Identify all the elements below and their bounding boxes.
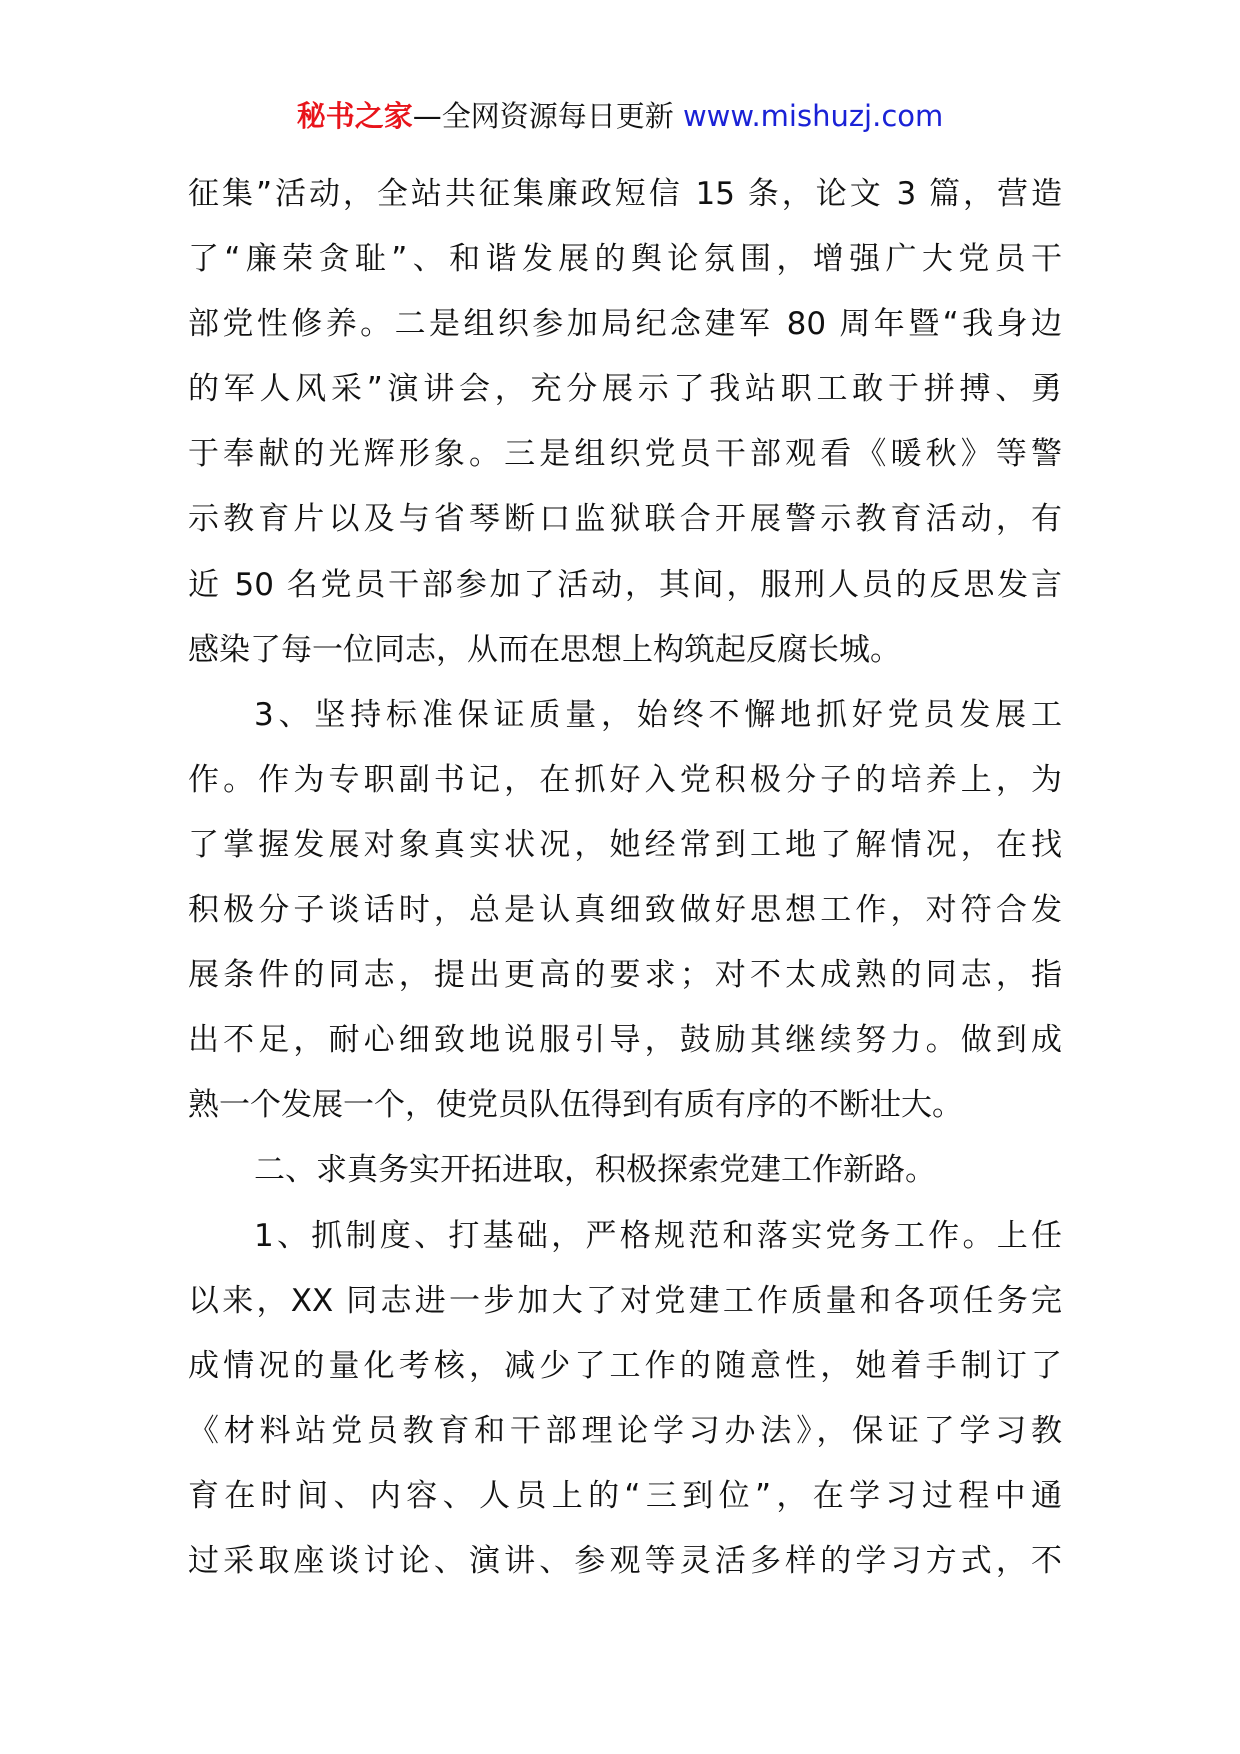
text-line: 育在时间、内容、人员上的“三到位”，在学习过程中通	[188, 1477, 1062, 1514]
document-body	[188, 162, 1062, 1594]
site-slogan: —全网资源每日更新	[412, 99, 683, 133]
text-line: 熟一个发展一个，使党员队伍得到有质有序的不断壮大。	[188, 1087, 963, 1124]
text-line: 征集”活动，全站共征集廉政短信 15 条，论文 3 篇，营造	[188, 176, 1062, 212]
text-line: 近 50 名党员干部参加了活动，其间，服刑人员的反思发言	[188, 566, 1062, 603]
text-line: 展条件的同志，提出更高的要求；对不太成熟的同志，指	[188, 957, 1062, 994]
text-line: 作。作为专职副书记，在抓好入党积极分子的培养上，为	[188, 761, 1062, 798]
text-line: 3、坚持标准保证质量，始终不懈地抓好党员发展工	[254, 696, 1062, 733]
text-line: 《材料站党员教育和干部理论学习办法》，保证了学习教	[188, 1412, 1062, 1449]
text-line: 出不足，耐心细致地说服引导，鼓励其继续努力。做到成	[188, 1022, 1062, 1059]
site-url-link[interactable]: www.mishuzj.com	[682, 99, 944, 133]
site-brand: 秘书之家	[296, 99, 413, 133]
text-line: 了掌握发展对象真实状况，她经常到工地了解情况，在找	[188, 826, 1062, 863]
text-line: 的军人风采”演讲会，充分展示了我站职工敢于拼搏、勇	[188, 371, 1062, 408]
text-line: 1、抓制度、打基础，严格规范和落实党务工作。上任	[254, 1217, 1062, 1254]
text-line: 示教育片以及与省琴断口监狱联合开展警示教育活动，有	[188, 501, 1062, 538]
site-header	[0, 96, 1240, 136]
text-line: 以来，XX 同志进一步加大了对党建工作质量和各项任务完	[188, 1282, 1062, 1319]
text-line: 积极分子谈话时，总是认真细致做好思想工作，对符合发	[188, 892, 1062, 929]
section-heading: 二、求真务实开拓进取，积极探索党建工作新路。	[254, 1152, 936, 1189]
text-line: 成情况的量化考核，减少了工作的随意性，她着手制订了	[188, 1347, 1062, 1384]
text-line: 了“廉荣贪耻”、和谐发展的舆论氛围，增强广大党员干	[188, 241, 1062, 278]
text-line: 感染了每一位同志，从而在思想上构筑起反腐长城。	[188, 631, 901, 668]
text-line: 部党性修养。二是组织参加局纪念建军 80 周年暨“我身边	[188, 306, 1062, 343]
text-line: 过采取座谈讨论、演讲、参观等灵活多样的学习方式，不	[188, 1542, 1062, 1579]
text-line: 于奉献的光辉形象。三是组织党员干部观看《暖秋》等警	[188, 436, 1062, 473]
